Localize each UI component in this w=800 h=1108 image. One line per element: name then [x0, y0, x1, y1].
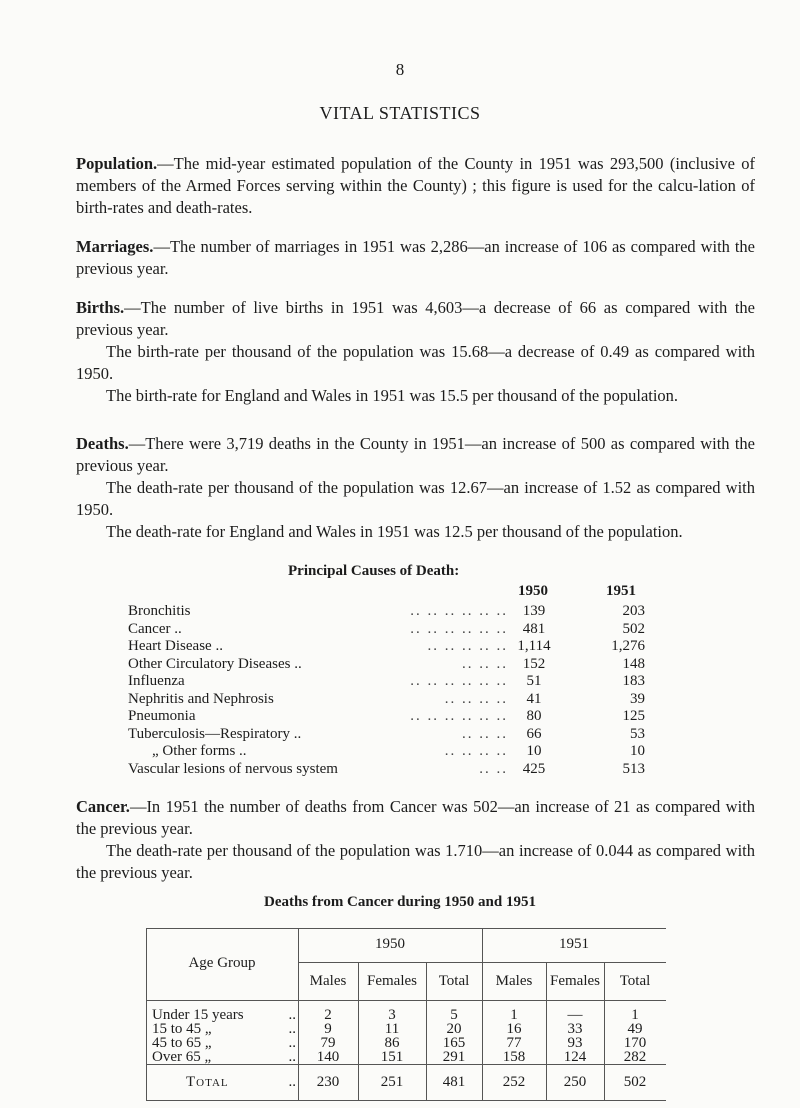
- column-header: Total: [619, 973, 651, 989]
- cause-value-1950: 66: [526, 725, 542, 742]
- cause-leader-dots: .. .. ..: [462, 655, 508, 672]
- leader-dots: ..: [288, 1021, 296, 1037]
- cause-row: [128, 761, 668, 779]
- death-rate-paragraph: The death-rate per thousand of the population was 12.67—an increase of 1.52 as compared with 1950.: [76, 478, 755, 519]
- birth-rate-england-paragraph: The birth-rate for England and Wales in 1951 was 15.5 per thousand of the population.: [106, 386, 679, 405]
- age-group-label: Under 15 years: [152, 1007, 244, 1023]
- year-1950-header: 1950: [375, 936, 405, 952]
- table-cell: 165: [442, 1035, 466, 1051]
- cause-value-1951: 148: [622, 655, 645, 672]
- cause-value-1950: 425: [522, 760, 546, 777]
- table-header-rule: [146, 1000, 666, 1001]
- cause-value-1950: 80: [526, 708, 542, 724]
- cause-row: [128, 603, 668, 621]
- cause-leader-dots: .. .. .. .. .. ..: [410, 673, 508, 689]
- table-cell: 16: [506, 1021, 522, 1037]
- table-cell: 86: [384, 1035, 400, 1051]
- cause-value-1950: 10: [526, 743, 542, 759]
- age-group-label: Over 65 „: [152, 1049, 212, 1065]
- cause-leader-dots: .. ..: [479, 760, 508, 777]
- deaths-heading: Deaths.: [76, 434, 129, 453]
- births-paragraph: [76, 297, 755, 341]
- cause-row: [128, 743, 668, 761]
- table-cell: 20: [446, 1021, 462, 1037]
- cause-label: Bronchitis: [128, 603, 191, 619]
- causes-title: Principal Causes of Death:: [288, 563, 460, 579]
- cause-leader-dots: .. .. ..: [462, 725, 508, 742]
- table-cell: 151: [380, 1049, 404, 1065]
- column-header: Males: [495, 973, 533, 989]
- column-header: Males: [309, 973, 347, 989]
- causes-col-1951: 1951: [606, 583, 636, 599]
- column-header: Total: [438, 973, 470, 989]
- cancer-paragraph: [76, 796, 755, 840]
- births-heading: Births.: [76, 298, 125, 317]
- cause-value-1951: 125: [622, 708, 645, 724]
- age-group-header: Age Group: [188, 955, 256, 971]
- cause-label: Other Circulatory Diseases ..: [128, 655, 302, 672]
- age-group-label: 45 to 65 „: [152, 1035, 212, 1051]
- table-cell: 93: [567, 1035, 583, 1051]
- total-cell: 502: [623, 1074, 647, 1090]
- cause-value-1951: 513: [622, 760, 645, 777]
- cause-value-1951: 203: [622, 603, 645, 619]
- death-rate-england-paragraph: The death-rate for England and Wales in 1951 was 12.5 per thousand of the population.: [106, 522, 683, 541]
- cause-value-1951: 183: [622, 673, 645, 689]
- page-title: VITAL STATISTICS: [319, 103, 481, 123]
- birth-rate-paragraph: The birth-rate per thousand of the population was 15.68—a decrease of 0.49 as compared with 1950.: [76, 342, 755, 383]
- leader-dots: ..: [288, 1035, 296, 1051]
- column-header: Females: [550, 973, 600, 989]
- table-cell: 79: [320, 1035, 336, 1051]
- cause-label: Vascular lesions of nervous system: [128, 760, 338, 777]
- cause-leader-dots: .. .. .. ..: [444, 690, 508, 707]
- cause-row: [128, 621, 668, 639]
- population-text: —The mid-year estimated population of the County in 1951 was 293,500 (inclusive of members of the Armed Forces serving within the County) ; this figure is used for the calcu-lation of birth-rates and death-rates.: [76, 154, 755, 217]
- table-cell: 2: [324, 1007, 332, 1023]
- causes-col-1950: 1950: [518, 583, 548, 599]
- table-cell: 1: [631, 1007, 639, 1023]
- total-cell: 251: [380, 1074, 404, 1090]
- cause-value-1950: 152: [522, 655, 546, 672]
- table-cell: 77: [506, 1035, 522, 1051]
- cause-leader-dots: .. .. .. .. .. ..: [410, 603, 508, 619]
- cancer-heading: Cancer.: [76, 797, 130, 816]
- cause-row: [128, 708, 668, 726]
- total-cell: 481: [442, 1074, 466, 1090]
- cause-row: [128, 656, 668, 674]
- table-cell: 291: [442, 1049, 466, 1065]
- leader-dots: ..: [288, 1074, 296, 1090]
- table-cell: 170: [623, 1035, 647, 1051]
- table-cell: 5: [450, 1007, 458, 1023]
- marriages-text: —The number of marriages in 1951 was 2,286—an increase of 106 as compared with the previous year.: [76, 237, 755, 278]
- cause-label: Heart Disease ..: [128, 638, 223, 654]
- cause-value-1950: 51: [526, 673, 542, 689]
- population-paragraph: [76, 153, 755, 219]
- population-heading: Population.: [76, 154, 158, 173]
- cause-leader-dots: .. .. .. .. .. ..: [410, 708, 508, 724]
- table-cell: 124: [563, 1049, 587, 1065]
- cause-leader-dots: .. .. .. .. ..: [427, 638, 508, 654]
- total-label: Total: [186, 1074, 229, 1090]
- total-cell: 250: [563, 1074, 587, 1090]
- cause-label: Nephritis and Nephrosis: [128, 690, 274, 707]
- cancer-deaths-table: [146, 928, 666, 1100]
- cause-value-1951: 502: [622, 620, 645, 637]
- table-cell: 140: [316, 1049, 340, 1065]
- table-bottom-rule: [146, 1100, 666, 1101]
- cause-value-1951: 1,276: [611, 638, 645, 654]
- cause-label: Pneumonia: [128, 708, 196, 724]
- cancer-text: —In 1951 the number of deaths from Cancer was 502—an increase of 21 as compared with the previous year.: [76, 797, 755, 838]
- deaths-paragraph: [76, 433, 755, 477]
- total-cell: 230: [316, 1074, 340, 1090]
- age-group-label: 15 to 45 „: [152, 1021, 212, 1037]
- year-1951-header: 1951: [559, 936, 589, 952]
- table-cell: 33: [567, 1021, 583, 1037]
- cancer-table-title: Deaths from Cancer during 1950 and 1951: [264, 894, 536, 910]
- table-cell: 1: [510, 1007, 518, 1023]
- cause-label: „ Other forms ..: [152, 743, 247, 759]
- cause-row: [128, 638, 668, 656]
- table-cell: 3: [388, 1007, 396, 1023]
- cause-value-1951: 53: [630, 725, 645, 742]
- column-header: Females: [367, 973, 417, 989]
- total-cell: 252: [502, 1074, 526, 1090]
- deaths-text: —There were 3,719 deaths in the County in 1951—an increase of 500 as compared with the previous year.: [76, 434, 755, 475]
- cause-row: [128, 726, 668, 744]
- page-number: 8: [395, 60, 405, 79]
- marriages-paragraph: [76, 236, 755, 280]
- table-left-rule: [146, 928, 147, 1100]
- table-cell: 282: [623, 1049, 647, 1065]
- cause-value-1951: 10: [630, 743, 645, 759]
- births-text: —The number of live births in 1951 was 4,603—a decrease of 66 as compared with the previous year.: [76, 298, 755, 339]
- cause-leader-dots: .. .. .. .. .. ..: [410, 620, 508, 637]
- cause-value-1950: 139: [522, 603, 546, 619]
- cause-leader-dots: .. .. .. ..: [444, 743, 508, 759]
- cause-label: Influenza: [128, 673, 185, 689]
- cause-value-1950: 41: [526, 690, 542, 707]
- cause-label: Tuberculosis—Respiratory ..: [128, 725, 302, 742]
- leader-dots: ..: [288, 1007, 296, 1023]
- cause-value-1950: 481: [522, 620, 546, 637]
- cause-value-1951: 39: [630, 690, 645, 707]
- table-cell: —: [567, 1007, 583, 1023]
- leader-dots: ..: [288, 1049, 296, 1065]
- table-cell: 49: [627, 1021, 643, 1037]
- cause-row: [128, 691, 668, 709]
- cause-value-1950: 1,114: [517, 638, 551, 654]
- table-cell: 11: [384, 1021, 400, 1037]
- table-cell: 158: [502, 1049, 526, 1065]
- cause-label: Cancer ..: [128, 620, 182, 637]
- marriages-heading: Marriages.: [76, 237, 154, 256]
- table-top-rule: [146, 928, 666, 929]
- cancer-rate-paragraph: The death-rate per thousand of the population was 1.710—an increase of 0.044 as compared with the previous year.: [76, 841, 755, 882]
- cause-row: [128, 673, 668, 691]
- table-cell: 9: [324, 1021, 332, 1037]
